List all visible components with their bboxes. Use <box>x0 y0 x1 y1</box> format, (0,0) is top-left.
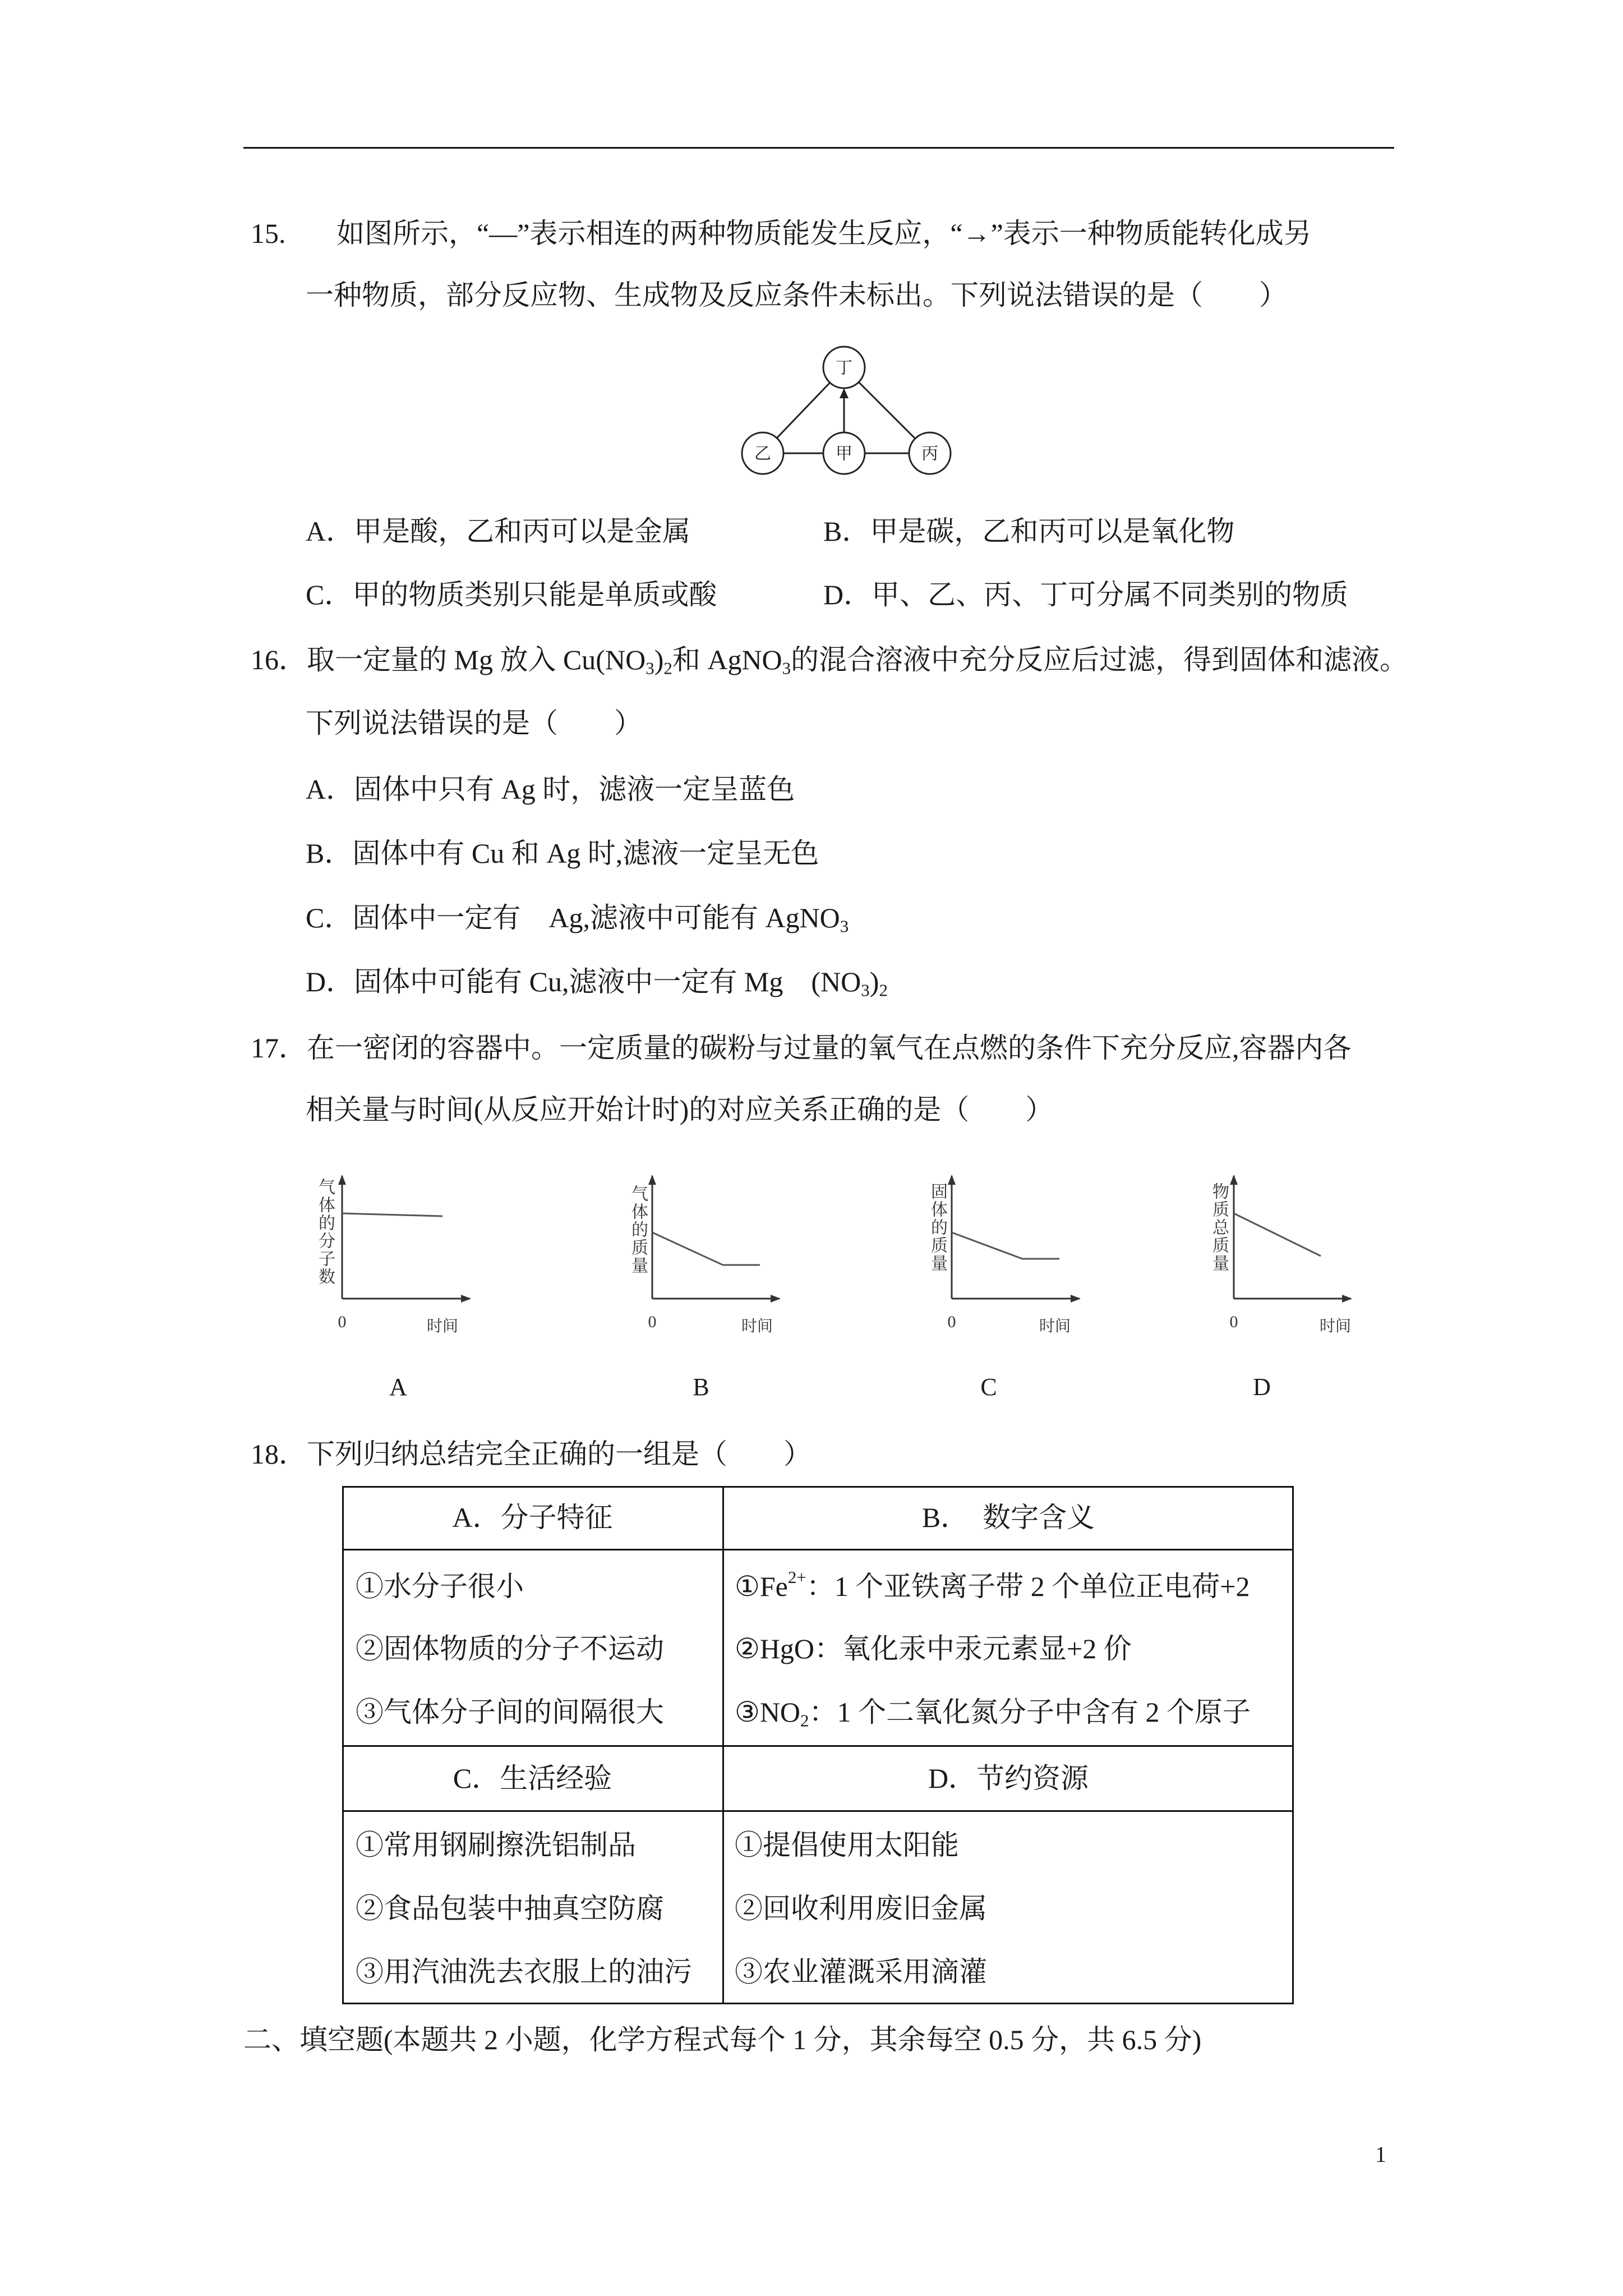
table-d-item-3: ③农业灌溉采用滴灌 <box>735 1956 987 1987</box>
graph-c-origin: 0 <box>947 1313 956 1331</box>
q15-option-d: D．甲、乙、丙、丁可分属不同类别的物质 <box>823 579 1349 610</box>
item-text: ③NO <box>735 1696 801 1728</box>
subscript: 3 <box>840 916 849 936</box>
graph-c-line <box>952 1232 1059 1259</box>
option-text: D．固体中可能有 Cu,滤液中一定有 Mg (NO <box>306 966 861 997</box>
subscript: 2 <box>663 658 672 678</box>
graph-a-x-label: 时间 <box>426 1318 458 1335</box>
table-row-divider <box>342 1549 1294 1550</box>
subscript: 2 <box>800 1710 809 1731</box>
arrowhead-icon <box>840 388 849 398</box>
graph-b-caption: B <box>693 1373 709 1401</box>
graph-b-line <box>652 1232 760 1265</box>
page-number: 1 <box>1375 2142 1386 2167</box>
table-header-a: A．分子特征 <box>452 1502 613 1533</box>
graph-c-x-label: 时间 <box>1039 1318 1071 1335</box>
table-a-item-3: ③气体分子间的间隔很大 <box>356 1696 664 1728</box>
graph-a-y-label: 气体的分子数 <box>316 1178 334 1286</box>
q16-stem-text: ) <box>654 644 664 675</box>
table-c-item-1: ①常用钢刷擦洗铝制品 <box>356 1829 636 1861</box>
q15-relation-diagram <box>729 331 965 488</box>
q16-option-c <box>306 901 849 935</box>
graph-a-origin: 0 <box>338 1313 347 1331</box>
graph-d-caption: D <box>1253 1373 1271 1401</box>
graph-b-y-label: 气体的质量 <box>629 1185 647 1274</box>
table-d-item-2: ②回收利用废旧金属 <box>735 1893 987 1924</box>
table-a-item-1: ①水分子很小 <box>356 1571 524 1602</box>
subscript: 3 <box>782 658 791 678</box>
header-rule <box>243 147 1394 149</box>
graph-a-line <box>342 1213 442 1216</box>
q15-number: 15. <box>251 218 286 249</box>
graph-d-origin: 0 <box>1229 1313 1238 1331</box>
q16-stem-text: 和 AgNO <box>672 644 782 675</box>
item-text: ：1 个亚铁离子带 2 个单位正电荷+2 <box>806 1571 1250 1602</box>
table-row-divider <box>342 1745 1294 1747</box>
node-yi-label: 乙 <box>754 444 771 463</box>
section-heading: 二、填空题(本题共 2 小题，化学方程式每个 1 分，其余每空 0.5 分，共 6.5 分) <box>243 2024 1202 2055</box>
graph-c-caption: C <box>980 1373 997 1401</box>
table-b-item-1 <box>735 1567 1250 1603</box>
q16-stem-line1 <box>251 643 1408 677</box>
q16-stem-line2: 下列说法错误的是（ ） <box>306 707 642 739</box>
q16-option-a: A．固体中只有 Ag 时，滤液一定呈蓝色 <box>306 774 795 805</box>
q16-stem-text: 的混合溶液中充分反应后过滤，得到固体和滤液。 <box>791 644 1408 675</box>
subscript: 3 <box>645 658 654 678</box>
graph-d-line <box>1234 1213 1321 1256</box>
option-text: C．固体中一定有 Ag,滤液中可能有 AgNO <box>306 902 840 933</box>
item-text: ：1 个二氧化氮分子中含有 2 个原子 <box>809 1696 1251 1728</box>
table-c-item-3: ③用汽油洗去衣服上的油污 <box>356 1956 692 1987</box>
graph-d-y-label: 物质总质量 <box>1210 1182 1228 1272</box>
table-b-item-2: ②HgO：氧化汞中汞元素显+2 价 <box>735 1633 1132 1664</box>
graph-b-origin: 0 <box>648 1313 657 1331</box>
superscript: 2+ <box>787 1567 806 1587</box>
q17-stem-line1: 17．在一密闭的容器中。一定质量的碳粉与过量的氧气在点燃的条件下充分反应,容器内各 <box>251 1032 1352 1064</box>
node-ding-label: 丁 <box>836 358 852 378</box>
q16-option-d <box>306 965 888 999</box>
table-a-item-2: ②固体物质的分子不运动 <box>356 1633 664 1664</box>
table-b-item-3 <box>735 1695 1251 1729</box>
item-text: ①Fe <box>735 1571 788 1602</box>
edge-ding-bing <box>859 382 915 439</box>
q16-stem-text: 16．取一定量的 Mg 放入 Cu(NO <box>251 644 646 675</box>
option-text: ) <box>869 966 879 997</box>
graph-b-x-label: 时间 <box>741 1318 773 1335</box>
graph-d-x-label: 时间 <box>1319 1318 1351 1335</box>
graph-a-caption: A <box>389 1373 407 1401</box>
graph-c-y-label: 固体的质量 <box>928 1182 947 1272</box>
q15-stem-line1: 如图所示，“—”表示相连的两种物质能发生反应，“→”表示一种物质能转化成另 <box>336 218 1312 249</box>
q15-option-b: B．甲是碳，乙和丙可以是氧化物 <box>823 516 1235 547</box>
table-header-c: C．生活经验 <box>453 1763 612 1794</box>
q15-option-a: A．甲是酸，乙和丙可以是金属 <box>306 516 691 547</box>
q16-option-b: B．固体中有 Cu 和 Ag 时,滤液一定呈无色 <box>306 838 819 869</box>
edge-yi-ding <box>777 383 830 438</box>
table-row-divider <box>342 1810 1294 1812</box>
table-header-d: D．节约资源 <box>928 1763 1089 1794</box>
q15-stem-line2: 一种物质，部分反应物、生成物及反应条件未标出。下列说法错误的是（ ） <box>306 279 1287 311</box>
table-d-item-1: ①提倡使用太阳能 <box>735 1829 959 1861</box>
node-bing-label: 丙 <box>921 444 938 463</box>
q18-stem: 18．下列归纳总结完全正确的一组是（ ） <box>251 1438 811 1470</box>
node-jia-label: 甲 <box>836 444 852 463</box>
q17-stem-line2: 相关量与时间(从反应开始计时)的对应关系正确的是（ ） <box>306 1094 1054 1125</box>
table-c-item-2: ②食品包装中抽真空防腐 <box>356 1893 664 1924</box>
subscript: 3 <box>861 980 870 1000</box>
table-header-b: B． 数字含义 <box>921 1502 1095 1533</box>
subscript: 2 <box>879 980 888 1000</box>
q15-option-c: C．甲的物质类别只能是单质或酸 <box>306 579 717 610</box>
